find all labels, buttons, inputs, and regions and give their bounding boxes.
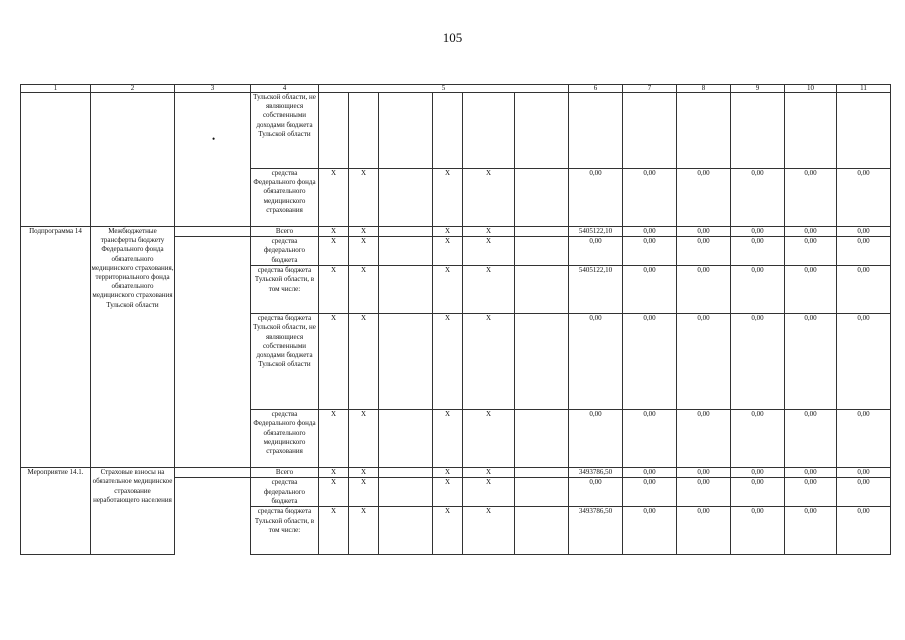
value-cell: 0,00 xyxy=(837,478,891,507)
code-cell: X xyxy=(349,314,379,410)
spacer-cell xyxy=(515,93,569,169)
value-cell: 0,00 xyxy=(731,410,785,468)
value-cell: 0,00 xyxy=(731,507,785,555)
value-cell: 0,00 xyxy=(837,227,891,237)
spacer-cell xyxy=(515,227,569,237)
table-row xyxy=(21,468,891,478)
code-cell: X xyxy=(463,237,515,266)
table-row xyxy=(21,227,891,237)
page-number: 105 xyxy=(442,30,463,45)
executor-cell xyxy=(175,410,251,468)
value-cell: 0,00 xyxy=(623,468,677,478)
table-row xyxy=(21,93,891,169)
row-group-title: Страховые взносы на обязательное медицинское страхование неработающего населения xyxy=(91,468,175,555)
code-cell: X xyxy=(433,410,463,468)
value-cell: 0,00 xyxy=(731,169,785,227)
value-cell xyxy=(785,93,837,169)
code-cell: X xyxy=(433,314,463,410)
spacer-cell xyxy=(379,478,433,507)
row-group-title: Межбюджетные трансферты бюджету Федерального фонда обязательного медицинского страхования, территориального фонда обязательного медицинского страхования Тульской области xyxy=(91,227,175,468)
spacer-cell xyxy=(515,237,569,266)
value-cell: 0,00 xyxy=(677,478,731,507)
funding-source: средства бюджета Тульской области, не являющиеся собственными доходами бюджета Тульской области xyxy=(251,314,319,410)
value-cell: 0,00 xyxy=(785,468,837,478)
funding-source: средства федерального бюджета xyxy=(251,478,319,507)
code-cell: X xyxy=(319,410,349,468)
code-cell: X xyxy=(319,266,349,314)
executor-cell xyxy=(175,237,251,266)
value-cell: 0,00 xyxy=(623,237,677,266)
funding-source: Всего xyxy=(251,468,319,478)
value-cell: 0,00 xyxy=(785,507,837,555)
value-cell: 0,00 xyxy=(785,478,837,507)
spacer-cell xyxy=(379,507,433,555)
value-cell xyxy=(677,93,731,169)
value-cell: 0,00 xyxy=(623,507,677,555)
value-cell: 0,00 xyxy=(677,266,731,314)
spacer-cell xyxy=(515,478,569,507)
spacer-cell xyxy=(515,507,569,555)
value-cell: 0,00 xyxy=(569,237,623,266)
value-cell: 0,00 xyxy=(569,478,623,507)
header-col-6: 6 xyxy=(569,85,623,93)
code-cell: X xyxy=(433,227,463,237)
executor-cell xyxy=(175,314,251,410)
spacer-cell xyxy=(379,266,433,314)
code-cell: X xyxy=(319,227,349,237)
code-cell: X xyxy=(319,507,349,555)
value-cell xyxy=(731,93,785,169)
value-cell: 3493786,50 xyxy=(569,507,623,555)
value-cell: 5405122,10 xyxy=(569,227,623,237)
code-cell: X xyxy=(463,478,515,507)
value-cell: 0,00 xyxy=(677,507,731,555)
header-col-1: 1 xyxy=(21,85,91,93)
code-cell: X xyxy=(463,266,515,314)
code-cell: X xyxy=(349,169,379,227)
header-row xyxy=(21,85,891,93)
spacer-cell xyxy=(379,227,433,237)
header-col-4: 4 xyxy=(251,85,319,93)
funding-source: средства бюджета Тульской области, в том числе: xyxy=(251,266,319,314)
funding-source: Всего xyxy=(251,227,319,237)
header-col-10: 10 xyxy=(785,85,837,93)
value-cell: 0,00 xyxy=(569,169,623,227)
value-cell: 0,00 xyxy=(677,410,731,468)
code-cell: X xyxy=(319,478,349,507)
value-cell: 0,00 xyxy=(623,478,677,507)
value-cell: 0,00 xyxy=(623,227,677,237)
code-cell: X xyxy=(349,266,379,314)
value-cell: 0,00 xyxy=(837,507,891,555)
value-cell: 0,00 xyxy=(731,227,785,237)
budget-table xyxy=(20,84,891,555)
code-cell: X xyxy=(463,410,515,468)
code-cell: X xyxy=(349,410,379,468)
header-col-3: 3 xyxy=(175,85,251,93)
value-cell: 0,00 xyxy=(677,468,731,478)
value-cell: 0,00 xyxy=(785,410,837,468)
value-cell: 0,00 xyxy=(677,237,731,266)
code-cell: X xyxy=(349,237,379,266)
spacer-cell xyxy=(379,237,433,266)
value-cell: 0,00 xyxy=(731,314,785,410)
value-cell: 0,00 xyxy=(837,237,891,266)
row-group-code xyxy=(21,93,91,227)
header-col-5: 5 xyxy=(319,85,569,93)
code-cell: X xyxy=(319,237,349,266)
value-cell: 0,00 xyxy=(785,227,837,237)
header-col-7: 7 xyxy=(623,85,677,93)
code-cell xyxy=(349,93,379,169)
code-cell: X xyxy=(463,227,515,237)
code-cell: X xyxy=(433,507,463,555)
value-cell: 0,00 xyxy=(623,266,677,314)
header-col-11: 11 xyxy=(837,85,891,93)
code-cell xyxy=(319,93,349,169)
code-cell: X xyxy=(433,468,463,478)
spacer-cell xyxy=(379,410,433,468)
code-cell: X xyxy=(463,169,515,227)
code-cell: X xyxy=(433,169,463,227)
funding-source: Тульской области, не являющиеся собственными доходами бюджета Тульской области xyxy=(251,93,319,169)
value-cell: 0,00 xyxy=(677,227,731,237)
executor-cell xyxy=(175,478,251,507)
code-cell: X xyxy=(433,478,463,507)
spacer-cell xyxy=(379,93,433,169)
executor-cell xyxy=(175,93,251,227)
value-cell xyxy=(569,93,623,169)
value-cell xyxy=(623,93,677,169)
row-group-code: Мероприятие 14.1. xyxy=(21,468,91,555)
code-cell: X xyxy=(433,266,463,314)
value-cell: 0,00 xyxy=(785,169,837,227)
executor-cell xyxy=(175,468,251,478)
spacer-cell xyxy=(515,410,569,468)
code-cell: X xyxy=(349,478,379,507)
code-cell: X xyxy=(319,468,349,478)
code-cell: X xyxy=(433,237,463,266)
value-cell: 0,00 xyxy=(785,237,837,266)
funding-source: средства бюджета Тульской области, в том числе: xyxy=(251,507,319,555)
value-cell: 0,00 xyxy=(569,410,623,468)
spacer-cell xyxy=(515,314,569,410)
header-col-9: 9 xyxy=(731,85,785,93)
value-cell xyxy=(837,93,891,169)
header-col-2: 2 xyxy=(91,85,175,93)
code-cell xyxy=(463,93,515,169)
code-cell: X xyxy=(463,507,515,555)
value-cell: 0,00 xyxy=(837,314,891,410)
code-cell: X xyxy=(349,468,379,478)
code-cell: X xyxy=(349,227,379,237)
spacer-cell xyxy=(379,314,433,410)
code-cell: X xyxy=(349,507,379,555)
value-cell: 3493786,50 xyxy=(569,468,623,478)
spacer-cell xyxy=(379,468,433,478)
value-cell: 0,00 xyxy=(785,266,837,314)
value-cell: 0,00 xyxy=(837,468,891,478)
stray-mark: • xyxy=(212,134,216,144)
executor-cell xyxy=(175,266,251,314)
code-cell: X xyxy=(319,314,349,410)
value-cell: 0,00 xyxy=(677,169,731,227)
executor-cell xyxy=(175,227,251,237)
value-cell: 0,00 xyxy=(623,169,677,227)
value-cell: 0,00 xyxy=(837,410,891,468)
row-group-code: Подпрограмма 14 xyxy=(21,227,91,468)
code-cell: X xyxy=(463,468,515,478)
code-cell: X xyxy=(463,314,515,410)
row-group-title xyxy=(91,93,175,227)
value-cell: 0,00 xyxy=(785,314,837,410)
spacer-cell xyxy=(379,169,433,227)
value-cell: 0,00 xyxy=(569,314,623,410)
spacer-cell xyxy=(515,468,569,478)
code-cell xyxy=(433,93,463,169)
spacer-cell xyxy=(515,169,569,227)
value-cell: 0,00 xyxy=(731,237,785,266)
spacer-cell xyxy=(515,266,569,314)
value-cell: 0,00 xyxy=(837,266,891,314)
code-cell: X xyxy=(319,169,349,227)
value-cell: 0,00 xyxy=(731,468,785,478)
value-cell: 0,00 xyxy=(623,410,677,468)
value-cell: 0,00 xyxy=(623,314,677,410)
funding-source: средства Федерального фонда обязательного медицинского страхования xyxy=(251,169,319,227)
funding-source: средства федерального бюджета xyxy=(251,237,319,266)
value-cell: 0,00 xyxy=(677,314,731,410)
value-cell: 0,00 xyxy=(731,266,785,314)
executor-cell xyxy=(175,507,251,555)
header-col-8: 8 xyxy=(677,85,731,93)
value-cell: 0,00 xyxy=(731,478,785,507)
value-cell: 0,00 xyxy=(837,169,891,227)
value-cell: 5405122,10 xyxy=(569,266,623,314)
funding-source: средства Федерального фонда обязательного медицинского страхования xyxy=(251,410,319,468)
